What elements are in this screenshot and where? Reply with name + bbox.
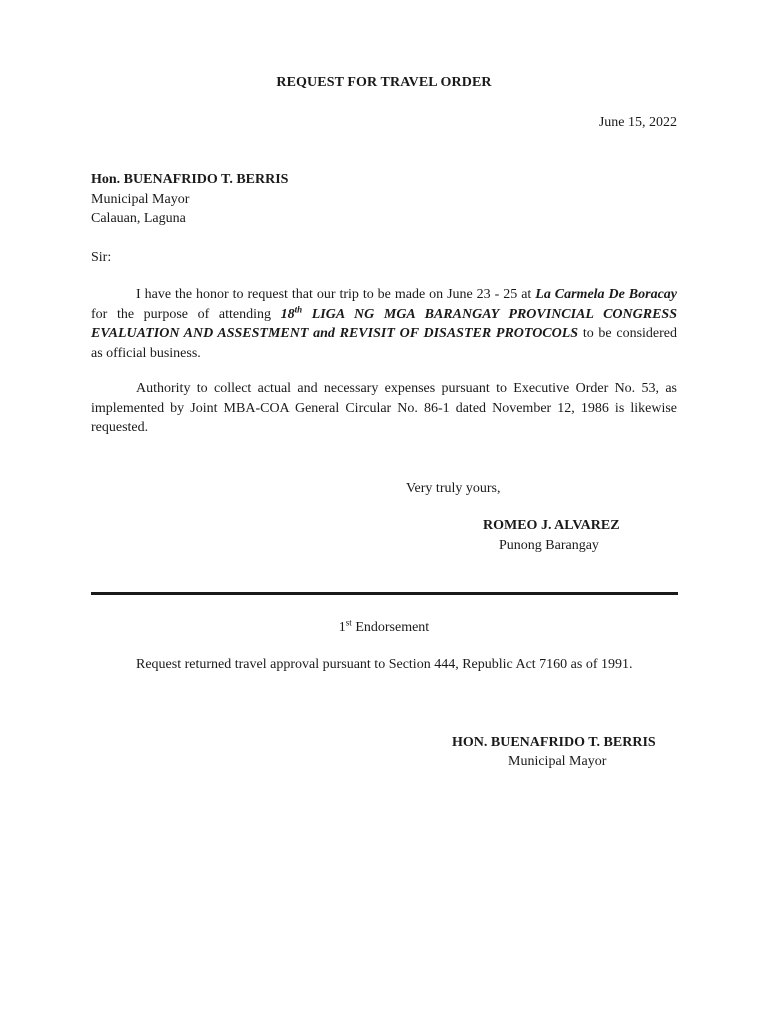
request-text-intro: I have the honor to request that our trip to be made on June 23 - 25 at <box>136 287 536 302</box>
addressee-block <box>91 170 288 229</box>
request-text-purpose: for the purpose of attending <box>91 306 281 322</box>
document-title: REQUEST FOR TRAVEL ORDER <box>276 75 492 90</box>
endorsement-ordinal-number: 1 <box>338 620 346 635</box>
endorsement-heading <box>0 618 768 638</box>
addressee-location: Calauan, Laguna <box>91 211 186 226</box>
complimentary-close: Very truly yours, <box>406 481 501 496</box>
section-divider <box>91 592 678 595</box>
request-text-conclusion: to be considered as official business. <box>91 326 677 361</box>
salutation: Sir: <box>91 250 112 265</box>
endorsement-ordinal-suffix: st <box>345 617 352 628</box>
endorsement-label: Endorsement <box>351 620 430 635</box>
event-ordinal-number: 18 <box>280 306 295 322</box>
venue-name: La Carmela De Boracay <box>535 287 677 302</box>
endorser-position: Municipal Mayor <box>508 754 607 769</box>
endorser-name: HON. BUENAFRIDO T. BERRIS <box>452 735 656 750</box>
signer-position: Punong Barangay <box>499 538 599 553</box>
event-title: LIGA NG MGA BARANGAY PROVINCIAL CONGRESS EVALUATION AND ASSESTMENT and REVISIT OF DISASTER PROTOCOLS <box>91 306 677 341</box>
endorsement-body: Request returned travel approval pursuant to Section 444, Republic Act 7160 as of 1991. <box>136 657 633 672</box>
addressee-name: Hon. BUENAFRIDO T. BERRIS <box>91 172 289 187</box>
addressee-position: Municipal Mayor <box>91 191 190 207</box>
letter-date: June 15, 2022 <box>598 115 677 130</box>
authority-paragraph: Authority to collect actual and necessary expenses pursuant to Executive Order No. 53, as implemented by Joint MBA-COA General Circular No. 86-1 dated November 12, 1986 is likewise requested. <box>91 381 677 435</box>
event-ordinal-suffix: th <box>294 303 303 314</box>
request-paragraph <box>91 285 677 363</box>
signer-name: ROMEO J. ALVAREZ <box>483 518 620 533</box>
